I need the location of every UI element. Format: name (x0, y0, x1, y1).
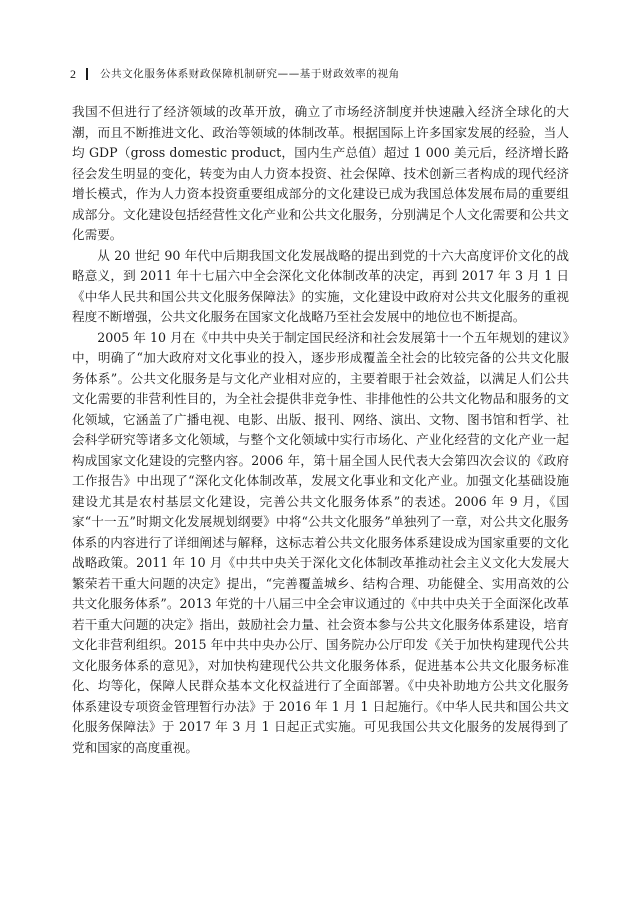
header-divider (86, 68, 88, 80)
paragraph-2: 从 20 世纪 90 年代中后期我国文化发展战略的提出到党的十六大高度评价文化的战略意义，到 2011 年十七届六中全会深化文化体制改革的决定，再到 2017 年 3 月 1 日《中华人民共和国公共文化服务保障法》的实施，文化建设中政府对公共文化服务的重视程度不断增强，公共文化服务在国家文化战略乃至社会发展中的地位也不断提高。 (72, 247, 569, 324)
paragraph-1: 我国不但进行了经济领域的改革开放，确立了市场经济制度并快速融入经济全球化的大潮，而且不断推进文化、政治等领域的体制改革。根据国际上许多国家发展的经验，当人均 GDP（gross domestic product，国内生产总值）超过 1 000 美元后，经济增长路径会发生明显的变化，转变为由人力资本投资、社会保障、技术创新三者构成的现代经济增长模式，作为人力资本投资重要组成部分的文化建设已成为我国总体发展布局的重要组成部分。文化建设包括经营性文化产业和公共文化服务，分别满足个人文化需要和公共文化需要。 (72, 104, 569, 242)
running-header (70, 66, 570, 82)
running-title: 公共文化服务体系财政保障机制研究——基于财政效率的视角 (100, 68, 400, 80)
page-number: 2 (70, 67, 76, 81)
paragraph-3: 2005 年 10 月在《中共中央关于制定国民经济和社会发展第十一个五年规划的建议》中，明确了“加大政府对文化事业的投入，逐步形成覆盖全社会的比较完备的公共文化服务体系”。公共文化服务是与文化产业相对应的，主要着眼于社会效益，以满足人们公共文化需要的非营利性目的，为全社会提供非竞争性、非排他性的公共文化物品和服务的文化领域，它涵盖了广播电视、电影、出版、报刊、网络、演出、文物、图书馆和哲学、社会科学研究等诸多文化领域，与整个文化领域中实行市场化、产业化经营的文化产业一起构成国家文化建设的完整内容。2006 年，第十届全国人民代表大会第四次会议的《政府工作报告》中出现了“深化文化体制改革，发展文化事业和文化产业。加强文化基础设施建设尤其是农村基层文化建设，完善公共文化服务体系”的表述。2006 年 9 月，《国家“十一五”时期文化发展规划纲要》中将“公共文化服务”单独列了一章，对公共文化服务体系的内容进行了详细阐述与解释，这标志着公共文化服务体系建设成为国家重要的文化战略政策。2011 年 10 月《中共中央关于深化文化体制改革推动社会主义文化大发展大繁荣若干重大问题的决定》提出，“完善覆盖城乡、结构合理、功能健全、实用高效的公共文化服务体系”。2013 年党的十八届三中全会审议通过的《中共中央关于全面深化改革若干重大问题的决定》指出，鼓励社会力量、社会资本参与公共文化服务体系建设，培育文化非营利组织。2015 年中共中央办公厅、国务院办公厅印发《关于加快构建现代公共文化服务体系的意见》，对加快构建现代公共文化服务体系，促进基本公共文化服务标准化、均等化，保障人民群众基本文化权益进行了全面部署。《中央补助地方公共文化服务体系建设专项资金管理暂行办法》于 2016 年 1 月 1 日起施行。《中华人民共和国公共文化服务保障法》于 2017 年 3 月 1 日起正式实施。可见我国公共文化服务的发展得到了党和国家的高度重视。 (72, 329, 569, 755)
body-text (72, 102, 569, 758)
